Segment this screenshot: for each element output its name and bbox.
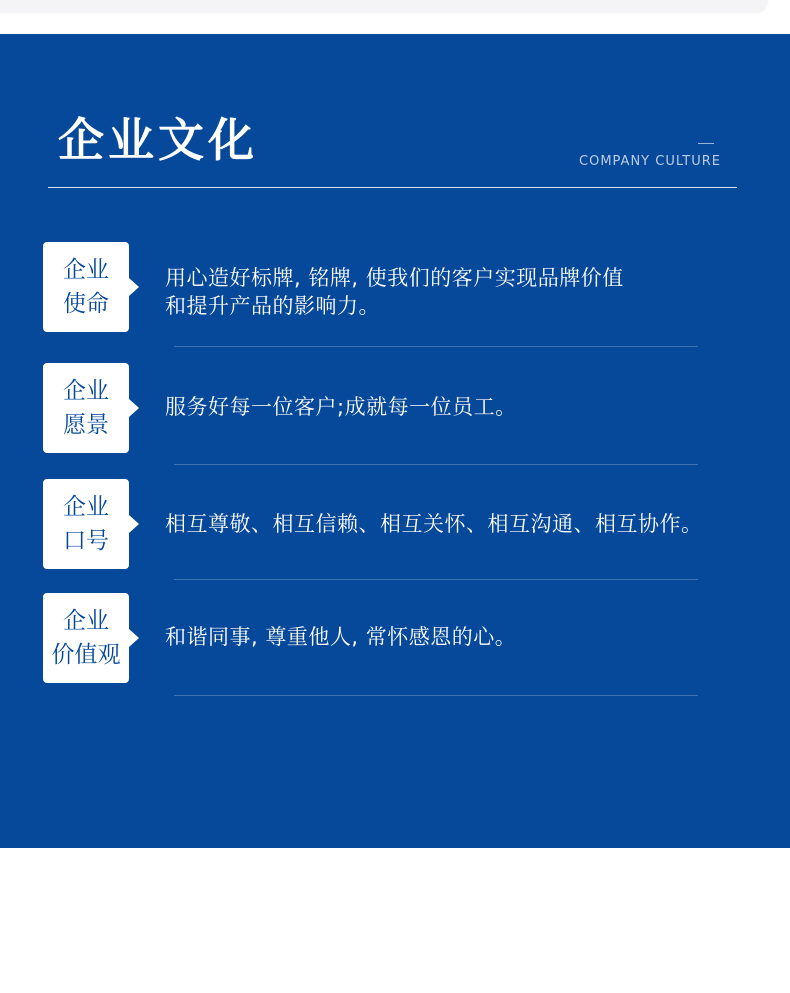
culture-description-vision: 服务好每一位客户;成就每一位员工。 [165,395,517,419]
badge-line-1: 企业 [63,494,109,520]
page-title: 企业文化 [58,113,258,167]
badge-line-1: 企业 [63,608,109,634]
item-divider [174,579,698,580]
badge-line-2: 使命 [63,291,109,317]
subtitle-accent-line [698,143,714,144]
culture-description-values: 和谐同事, 尊重他人, 常怀感恩的心。 [165,625,517,649]
culture-description-slogan: 相互尊敬、相互信赖、相互关怀、相互沟通、相互协作。 [165,512,703,536]
item-divider [174,464,698,465]
page-subtitle: COMPANY CULTURE [579,154,721,169]
badge-line-1: 企业 [63,378,109,404]
badge-line-2: 价值观 [51,642,121,668]
top-card-edge [0,0,768,12]
culture-description-mission [165,264,624,320]
badge-line-1: 企业 [63,257,109,283]
culture-badge-mission [43,242,129,332]
badge-line-2: 愿景 [63,412,109,438]
badge-line-2: 口号 [63,528,109,554]
title-divider [48,187,737,188]
culture-badge-slogan [43,479,129,569]
item-divider [174,346,698,347]
description-line-1: 用心造好标牌, 铭牌, 使我们的客户实现品牌价值 [165,266,624,290]
company-culture-section [0,34,790,848]
culture-badge-vision [43,363,129,453]
culture-badge-values [43,593,129,683]
item-divider [174,695,698,696]
description-line-2: 和提升产品的影响力。 [165,294,380,318]
